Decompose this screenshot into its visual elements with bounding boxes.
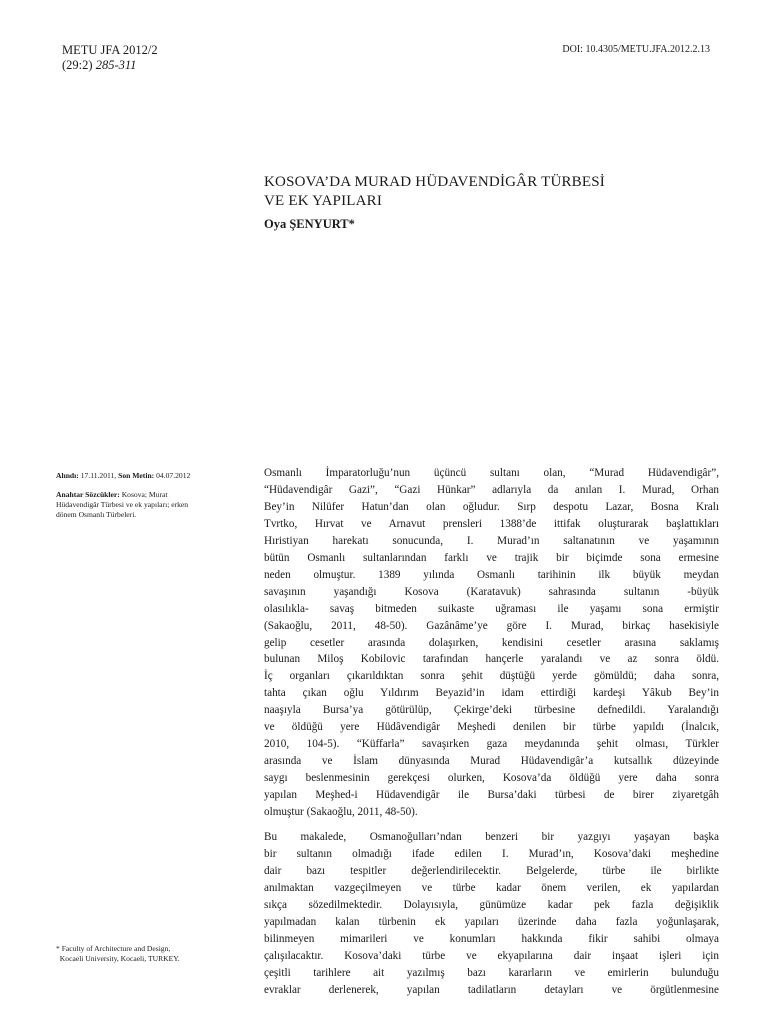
keywords-line: Kosova; Murat	[121, 490, 168, 499]
body-line: saygı beslenmesinin gerekçesi olurken, Kosova’da öldüğü yere daha sonra	[264, 772, 719, 785]
body-line: bilinmeyen mimarileri ve konumları hakkında fikir sahibi olmaya	[264, 932, 719, 945]
body-line: yapılmadan kalan türbenin ek yapıları üzerinde daha fazla yoğunlaşarak,	[264, 915, 719, 928]
journal-volume-pages	[62, 58, 158, 73]
body-line: bir sultanın olmadığı ifade edilen I. Murad’ın, Kosova’daki meşhedine	[264, 847, 719, 860]
body-line: Tvrtko, Hırvat ve Arnavut prensleri 1388’de ittifak oluşturarak başlattıkları	[264, 517, 719, 530]
body-line: olasılıkla- savaş bitmeden suikaste uğraması ile yaşamı sona ermiştir	[264, 602, 719, 615]
title-block	[264, 173, 724, 232]
body-paragraph	[264, 829, 719, 999]
body-line: evraklar derlenerek, yapılan tadilatların detayları ve örgütlenmesine	[264, 983, 719, 996]
keywords-line: dönem Osmanlı Türbeleri.	[56, 510, 137, 519]
body-line: Bu makalede, Osmanoğulları’ndan benzeri bir yazgıyı yaşayan başka	[264, 831, 719, 844]
body-line: “Hüdavendigâr Gazi”, “Gazi Hünkar” adlarıyla da anılan I. Murad, Orhan	[264, 483, 719, 496]
author: Oya ŞENYURT*	[264, 217, 355, 231]
footnote-line: Kocaeli University, Kocaeli, TURKEY.	[56, 954, 180, 963]
body-line: 2010, 104-5). “Küffarla” savaşırken gaza meydanında şehit olması, Türkler	[264, 738, 719, 751]
body-line: çalışılacaktır. Kosova’daki türbe ve ekyapılarına dair inşaat işleri için	[264, 949, 719, 962]
keywords-label: Anahtar Sözcükler:	[56, 490, 120, 499]
body-line: Hıristiyan harekatı sonucunda, I. Murad’ın saltanatının ve yaşamının	[264, 534, 719, 547]
keywords	[56, 490, 246, 520]
body-line: olmuştur (Sakaoğlu, 2011, 48-50).	[264, 806, 418, 819]
body-line: anılmaktan vazgeçilmeyen ve türbe kadar önem verilen, ek yapılardan	[264, 881, 719, 894]
body-text	[264, 465, 719, 1007]
article-title-line2: VE EK YAPILARI	[264, 193, 383, 209]
footnote-line: * Faculty of Architecture and Design,	[56, 944, 171, 953]
keywords-line: Hüdavendigâr Türbesi ve ek yapıları; erken	[56, 500, 189, 509]
body-paragraph	[264, 465, 719, 821]
footnote-affiliation	[56, 944, 246, 964]
body-line: bulunan Miloş Kobilovic tarafından hançerle yaralandı ve az sonra öldü.	[264, 653, 719, 666]
journal-header	[62, 43, 158, 73]
article-title	[264, 173, 724, 211]
journal-volume: (29:2)	[62, 58, 93, 72]
body-line: arasında ve İslam dünyasında Murad Hüdavendigâr’a kutsallık düzeyinde	[264, 755, 719, 768]
body-line: gelip cesetler arasında dolaşırken, kendisini cesetler arasına saklamış	[264, 636, 719, 649]
final-text-label: Son Metin:	[118, 471, 155, 480]
body-line: savaşının yaşandığı Kosova (Karatavuk) sahrasında sultanın -büyük	[264, 585, 719, 598]
body-line: (Sakaoğlu, 2011, 48-50). Gazânâme’ye göre I. Murad, birkaç hasekisiyle	[264, 619, 719, 632]
body-line: dair bazı tespitler değerlendirilecektir. Belgelerde, türbe ile birlikte	[264, 864, 719, 877]
body-line: bütün Osmanlı sultanlarından farklı ve trajik bir biçimde sona ermesine	[264, 551, 719, 564]
body-line: Osmanlı İmparatorluğu’nun üçüncü sultanı olan, “Murad Hüdavendigâr”,	[264, 467, 719, 479]
body-line: çeşitli tarihlere ait yazılmış bazı kararların ve emirlerin bulunduğu	[264, 966, 719, 979]
body-line: naaşıyla Bursa’ya götürülüp, Çekirge’deki türbesine defnedildi. Yaralandığı	[264, 704, 719, 717]
article-title-line1: KOSOVA’DA MURAD HÜDAVENDİGÂR TÜRBESİ	[264, 174, 605, 190]
received-label: Alındı:	[56, 471, 79, 480]
journal-pages: 285-311	[95, 58, 137, 72]
body-line: neden olmuştur. 1389 yılında Osmanlı tarihinin ilk büyük meydan	[264, 568, 719, 581]
received-date: 17.11.2011,	[80, 471, 117, 480]
body-line: Bey’in Nilüfer Hatun’dan olan oğludur. Sırp despotu Lazar, Bosna Kralı	[264, 500, 719, 513]
received-dates	[56, 471, 246, 481]
doi: DOI: 10.4305/METU.JFA.2012.2.13	[562, 44, 710, 55]
body-line: yapılan Meşhed-i Hüdavendigâr ile Bursa’daki türbesi de birer ziyaretgâh	[264, 789, 719, 802]
final-text-date: 04.07.2012	[156, 471, 191, 480]
body-line: İç organları çıkarıldıktan sonra şehit düştüğü yerde gömüldü; daha sonra,	[264, 670, 719, 683]
body-line: sıkça sözedilmektedir. Dolayısıyla, günümüze kadar pek fazla değişiklik	[264, 898, 719, 911]
journal-name: METU JFA 2012/2	[62, 43, 158, 57]
body-line: ve öldüğü yere Hüdâvendigâr Meşhedi denilen bir türbe yapıldı (İnalcık,	[264, 721, 719, 734]
body-line: tahta çıkan oğlu Yıldırım Beyazid’in idam ettirdiği kardeşi Yâkub Bey’in	[264, 687, 719, 700]
